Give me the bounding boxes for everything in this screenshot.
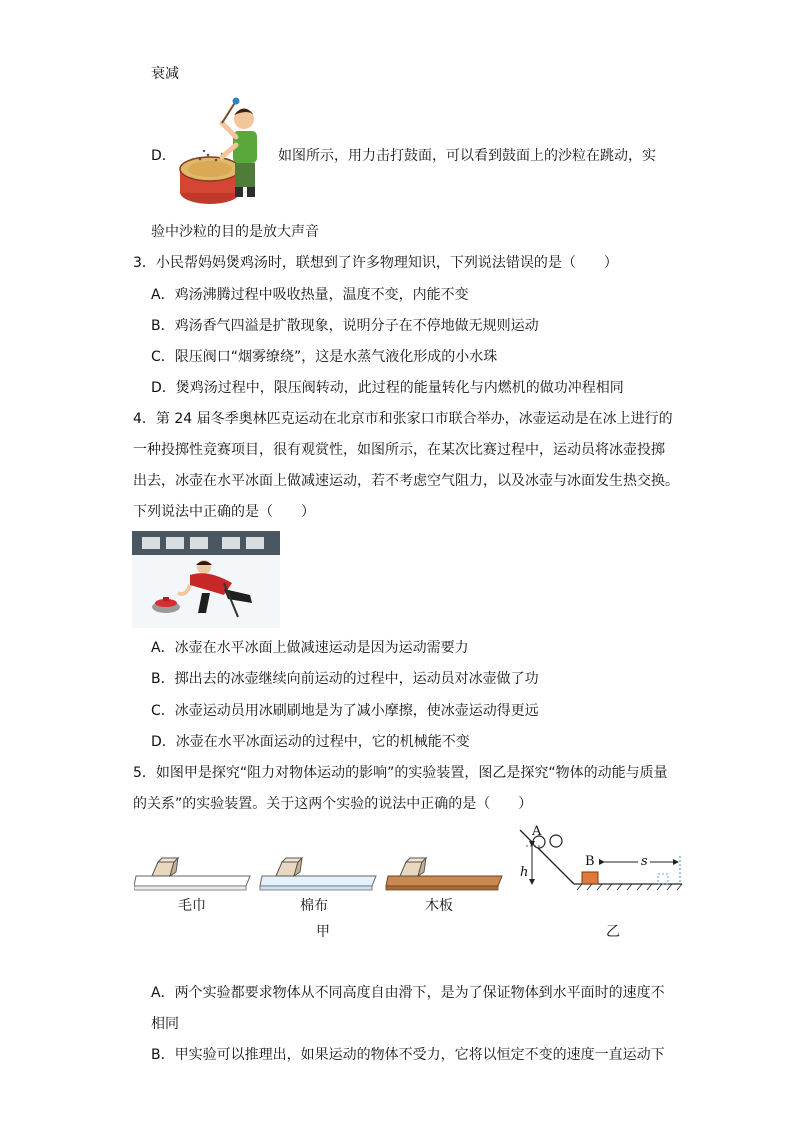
figure-yi-caption: 乙 — [606, 924, 620, 940]
question-4-option-b: B．掷出去的冰壶继续向前运动的过程中，运动员对冰壶做了功 — [151, 671, 539, 687]
question-5-stem: 的关系”的实验装置。关于这两个实验的说法中正确的是（ ） — [133, 796, 533, 812]
text-line: 如图所示，用力击打鼓面，可以看到鼓面上的沙粒在跳动，实 — [278, 148, 656, 164]
question-4-option-a: A．冰壶在水平冰面上做减速运动是因为运动需要力 — [151, 640, 469, 656]
label-b: B — [585, 854, 595, 869]
question-3-option-b: B．鸡汤香气四溢是扩散现象，说明分子在不停地做无规则运动 — [151, 318, 539, 334]
surface-label-wood: 木板 — [425, 898, 453, 914]
label-h: h — [520, 865, 529, 880]
question-5-option-a-cont: 相同 — [151, 1016, 179, 1032]
question-4-stem: 一种投掷性竞赛项目，很有观赏性，如图所示，在某次比赛过程中，运动员将冰壶投掷 — [133, 442, 665, 458]
question-4-option-c: C．冰壶运动员用冰刷刷地是为了减小摩擦，使冰壶运动得更远 — [151, 703, 539, 719]
question-3-stem: 3．小民帮妈妈煲鸡汤时，联想到了许多物理知识，下列说法错误的是（ ） — [133, 255, 618, 271]
question-4-stem: 4．第 24 届冬季奥林匹克运动在北京市和张家口市联合举办，冰壶运动是在冰上进行的 — [133, 411, 673, 427]
question-5-option-b: B．甲实验可以推理出，如果运动的物体不受力，它将以恒定不变的速度一直运动下 — [151, 1047, 665, 1063]
surface-label-cotton: 棉布 — [300, 898, 328, 914]
question-4-option-d: D．冰壶在水平冰面运动的过程中，它的机械能不变 — [151, 734, 470, 750]
curling-photo — [132, 531, 280, 628]
question-4-stem: 下列说法中正确的是（ ） — [133, 504, 315, 520]
option-d-label: D． — [151, 148, 176, 164]
label-a: A — [532, 824, 542, 839]
text-line: 验中沙粒的目的是放大声音 — [151, 224, 319, 240]
question-3-option-a: A．鸡汤沸腾过程中吸收热量，温度不变，内能不变 — [151, 287, 469, 303]
question-5-stem: 5．如图甲是探究“阻力对物体运动的影响”的实验装置，图乙是探究“物体的动能与质量 — [133, 765, 668, 781]
question-3-option-c: C．限压阀口“烟雾缭绕”，这是水蒸气液化形成的小水珠 — [151, 349, 498, 365]
drum-figure — [178, 97, 270, 207]
question-5-option-a: A．两个实验都要求物体从不同高度自由滑下，是为了保证物体到水平面时的速度不 — [151, 985, 665, 1001]
text-line: 衰减 — [151, 66, 179, 82]
surface-label-towel: 毛巾 — [178, 898, 206, 914]
figure-jia-caption: 甲 — [316, 924, 330, 940]
figure-jia-surfaces — [134, 852, 512, 894]
question-4-stem: 出去，冰壶在水平冰面上做减速运动，若不考虑空气阻力，以及冰壶与冰面发生热交换。 — [133, 473, 679, 489]
label-s: s — [641, 854, 648, 869]
question-3-option-d: D．煲鸡汤过程中，限压阀转动，此过程的能量转化与内燃机的做功冲程相同 — [151, 380, 624, 396]
